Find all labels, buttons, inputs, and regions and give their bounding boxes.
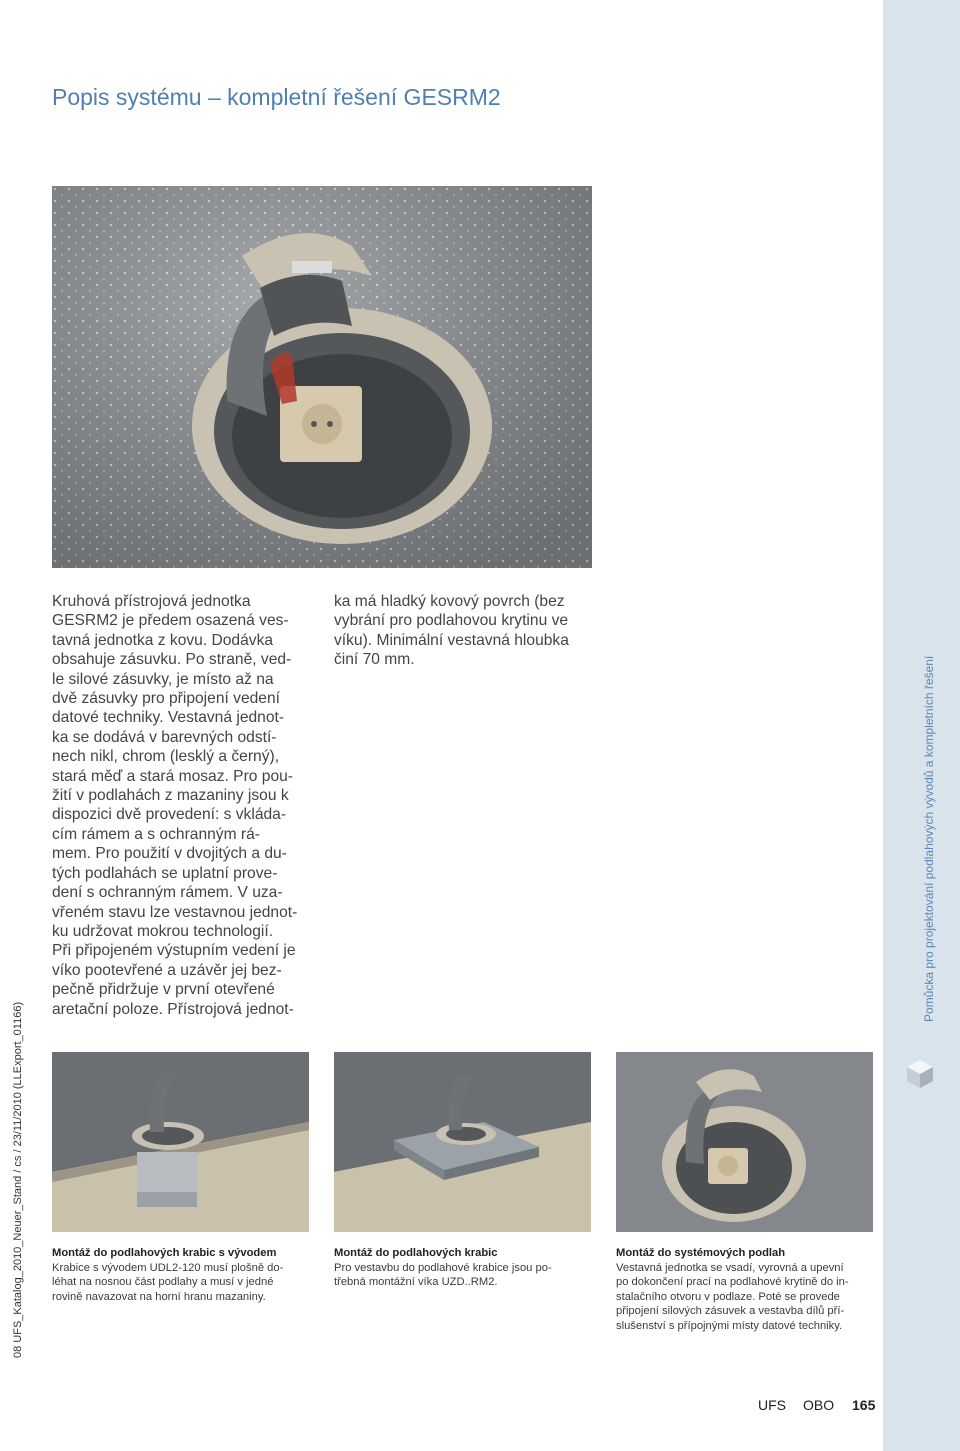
caption-title: Montáž do podlahových krabic <box>334 1247 498 1259</box>
footer-brand: OBO <box>803 1397 835 1413</box>
photo-floor-box-outlet <box>52 1052 309 1232</box>
page-number: 165 <box>852 1397 876 1413</box>
body-text-column-1: Kruhová přístrojová jednotka GESRM2 je předem osazená ves- tavná jednotka z kovu. Dodávka obsahuje zásuvku. Po straně, ved- le silové zásuvky, je místo až na dvě zásuvky pro připojení vedení datové techniky. Vestavná jednot- ka se dodává v barevných odstí- nech nikl, chrom (lesklý a černý), stará měď a stará mosaz. Pro pou- žití v podlahách z mazaniny jsou k dispozici dvě provedení: s vkláda- cím rámem a s ochranným rá- mem. Pro použití v dvojitých a du- tých podlahách se uplatní prove- dení s ochranným rámem. V uza- vřeném stavu lze vestavnou jednot- ku udržovat mokrou technologií. Při připojeném výstupním vedení je víko pootevřené a uzávěr jej bez- pečně přidržuje v první otevřené aretační poloze. Přístrojová jednot- <box>52 593 298 1018</box>
caption-title: Montáž do podlahových krabic s vývodem <box>52 1247 277 1259</box>
caption-floor-box-outlet: Montáž do podlahových krabic s vývodem Krabice s vývodem UDL2-120 musí plošně do- léhat na nosnou část podlahy a musí v jedné rovině navazovat na horní hranu mazaniny. <box>52 1246 312 1304</box>
caption-title: Montáž do systémových podlah <box>616 1247 786 1259</box>
photo-floor-box-mounting-lid <box>334 1052 591 1232</box>
page-title: Popis systému – kompletní řešení GESRM2 <box>52 84 501 110</box>
cube-icon <box>905 1058 935 1090</box>
photo-system-floor <box>616 1052 873 1232</box>
caption-floor-box: Montáž do podlahových krabic Pro vestavbu do podlahové krabice jsou po- třebná montážní víka UZD..RM2. <box>334 1246 590 1290</box>
main-product-photo <box>52 186 592 568</box>
print-meta: 08 UFS_Katalog_2010_Neuer_Stand / cs / 23/11/2010 (LLExport_01166) <box>12 1001 24 1358</box>
body-text-column-2: ka má hladký kovový povrch (bez vybrání pro podlahovou krytinu ve víku). Minimální vestavná hloubka činí 70 mm. <box>334 593 569 669</box>
side-section-label: Pomůcka pro projektování podlahových vývodů a kompletních řešení <box>922 655 936 1022</box>
caption-system-floor: Montáž do systémových podlah Vestavná jednotka se vsadí, vyrovná a upevní po dokončení prací na podlahové krytině do in- stalačního otvoru v podlaze. Poté se provede připojení silových zásuvek a vestavba dílů pří- slušenství s přípojnými místy datové techniky. <box>616 1246 878 1334</box>
footer-section-label: UFS <box>758 1397 786 1413</box>
